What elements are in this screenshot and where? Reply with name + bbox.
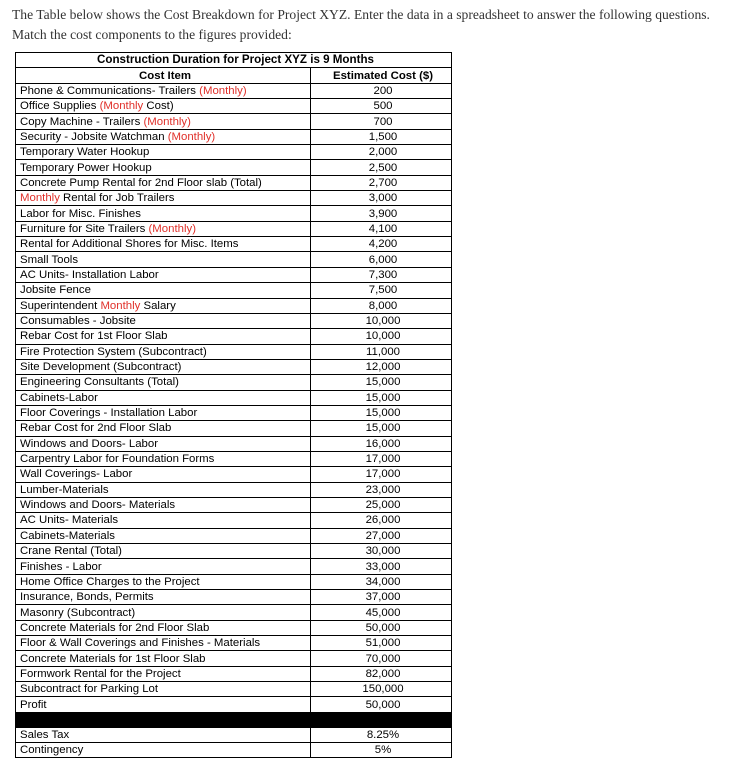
table-row <box>16 313 452 328</box>
table-row <box>16 697 452 712</box>
table-row <box>16 298 452 313</box>
cost-item-cell <box>16 697 311 712</box>
item-text: Rental for Job Trailers <box>59 192 175 205</box>
table-header-row <box>16 68 452 83</box>
item-text: Copy Machine - Trailers <box>20 115 144 128</box>
item-text: Furniture for Site Trailers <box>20 222 149 235</box>
cost-item-cell <box>16 160 311 175</box>
item-text: Concrete Materials for 2nd Floor Slab <box>20 621 210 634</box>
item-text: Engineering Consultants (Total) <box>20 376 179 389</box>
table-title: Construction Duration for Project XYZ is 9 Months <box>16 53 452 68</box>
table-row <box>16 344 452 359</box>
table-row <box>16 682 452 697</box>
item-text: AC Units- Materials <box>20 514 119 527</box>
cost-item-cell <box>16 666 311 681</box>
intro-line-2: Match the cost components to the figures provided: <box>12 27 292 42</box>
extra-label-cell: Contingency <box>16 743 311 758</box>
cost-item-cell <box>16 636 311 651</box>
estimated-cost-cell: 16,000 <box>311 436 452 451</box>
table-row <box>16 421 452 436</box>
cost-item-cell <box>16 620 311 635</box>
item-text: Crane Rental (Total) <box>20 545 122 558</box>
estimated-cost-cell: 17,000 <box>311 467 452 482</box>
estimated-cost-cell: 37,000 <box>311 590 452 605</box>
table-row <box>16 513 452 528</box>
cost-item-cell <box>16 467 311 482</box>
item-text: Wall Coverings- Labor <box>20 468 133 481</box>
intro-text <box>12 5 756 45</box>
separator-cell <box>16 712 452 727</box>
table-row <box>16 651 452 666</box>
estimated-cost-cell: 2,700 <box>311 175 452 190</box>
estimated-cost-cell: 10,000 <box>311 313 452 328</box>
cost-item-cell <box>16 544 311 559</box>
estimated-cost-cell: 34,000 <box>311 574 452 589</box>
table-row <box>16 83 452 98</box>
item-text: Small Tools <box>20 253 79 266</box>
table-extras <box>16 712 452 758</box>
estimated-cost-cell: 7,300 <box>311 267 452 282</box>
header-cost-item: Cost Item <box>16 68 311 83</box>
item-text: Superintendent <box>20 299 101 312</box>
item-text: Phone & Communications- Trailers <box>20 84 200 97</box>
estimated-cost-cell: 15,000 <box>311 405 452 420</box>
extra-value-cell: 5% <box>311 743 452 758</box>
table-title-row <box>16 53 452 68</box>
estimated-cost-cell: 25,000 <box>311 497 452 512</box>
table-row <box>16 252 452 267</box>
item-text: Office Supplies <box>20 100 100 113</box>
item-text: Masonry (Subcontract) <box>20 606 136 619</box>
table-row <box>16 605 452 620</box>
item-text: Home Office Charges to the Project <box>20 575 200 588</box>
estimated-cost-cell: 50,000 <box>311 620 452 635</box>
estimated-cost-cell: 3,900 <box>311 206 452 221</box>
table-row <box>16 375 452 390</box>
estimated-cost-cell: 45,000 <box>311 605 452 620</box>
table-row <box>16 590 452 605</box>
table-row <box>16 666 452 681</box>
item-text: Windows and Doors- Materials <box>20 499 176 512</box>
cost-item-cell <box>16 405 311 420</box>
estimated-cost-cell: 10,000 <box>311 329 452 344</box>
highlight-text: Monthly <box>100 299 141 312</box>
item-text: Site Development (Subcontract) <box>20 361 182 374</box>
table-row <box>16 390 452 405</box>
estimated-cost-cell: 150,000 <box>311 682 452 697</box>
item-text: Insurance, Bonds, Permits <box>20 591 154 604</box>
table-row <box>16 145 452 160</box>
estimated-cost-cell: 50,000 <box>311 697 452 712</box>
table-row <box>16 528 452 543</box>
cost-item-cell <box>16 313 311 328</box>
table-row <box>16 405 452 420</box>
estimated-cost-cell: 82,000 <box>311 666 452 681</box>
item-text: Cost) <box>143 100 174 113</box>
extra-value-cell: 8.25% <box>311 727 452 742</box>
item-text: Subcontract for Parking Lot <box>20 683 159 696</box>
table-row <box>16 237 452 252</box>
cost-item-cell <box>16 344 311 359</box>
table-row <box>16 467 452 482</box>
highlight-text: (Monthly) <box>167 130 216 143</box>
estimated-cost-cell: 4,100 <box>311 221 452 236</box>
table-row <box>16 620 452 635</box>
estimated-cost-cell: 23,000 <box>311 482 452 497</box>
estimated-cost-cell: 8,000 <box>311 298 452 313</box>
highlight-text: (Monthly) <box>148 222 196 235</box>
estimated-cost-cell: 700 <box>311 114 452 129</box>
cost-item-cell <box>16 298 311 313</box>
item-text: Finishes - Labor <box>20 560 102 573</box>
item-text: Concrete Pump Rental for 2nd Floor slab (Total) <box>20 176 262 189</box>
item-text: Concrete Materials for 1st Floor Slab <box>20 652 206 665</box>
item-text: Rebar Cost for 1st Floor Slab <box>20 330 168 343</box>
cost-item-cell <box>16 590 311 605</box>
estimated-cost-cell: 3,000 <box>311 191 452 206</box>
table-row <box>16 482 452 497</box>
cost-item-cell <box>16 114 311 129</box>
table-row <box>16 544 452 559</box>
table-row <box>16 114 452 129</box>
cost-item-cell <box>16 375 311 390</box>
item-text: Consumables - Jobsite <box>20 315 136 328</box>
cost-item-cell <box>16 267 311 282</box>
item-text: Formwork Rental for the Project <box>20 667 181 680</box>
table-row <box>16 191 452 206</box>
table-body <box>16 83 452 712</box>
cost-item-cell <box>16 99 311 114</box>
cost-item-cell <box>16 482 311 497</box>
cost-item-cell <box>16 574 311 589</box>
item-text: Floor & Wall Coverings and Finishes - Materials <box>20 637 261 650</box>
item-text: Cabinets-Materials <box>20 529 115 542</box>
table-row <box>16 99 452 114</box>
cost-item-cell <box>16 221 311 236</box>
cost-item-cell <box>16 83 311 98</box>
item-text: Temporary Power Hookup <box>20 161 152 174</box>
cost-item-cell <box>16 528 311 543</box>
estimated-cost-cell: 15,000 <box>311 375 452 390</box>
table-row <box>16 283 452 298</box>
table-row <box>16 574 452 589</box>
highlight-text: (Monthly) <box>143 115 191 128</box>
cost-item-cell <box>16 497 311 512</box>
estimated-cost-cell: 2,000 <box>311 145 452 160</box>
table-row <box>16 129 452 144</box>
estimated-cost-cell: 15,000 <box>311 421 452 436</box>
item-text: Rental for Additional Shores for Misc. Items <box>20 238 239 251</box>
item-text: Salary <box>140 299 176 312</box>
highlight-text: (Monthly <box>99 100 144 113</box>
cost-item-cell <box>16 145 311 160</box>
estimated-cost-cell: 26,000 <box>311 513 452 528</box>
cost-item-cell <box>16 237 311 252</box>
item-text: Windows and Doors- Labor <box>20 437 159 450</box>
table-row <box>16 743 452 758</box>
cost-item-cell <box>16 513 311 528</box>
table-row <box>16 329 452 344</box>
table-row <box>16 175 452 190</box>
table-row <box>16 359 452 374</box>
item-text: Labor for Misc. Finishes <box>20 207 141 220</box>
table-row <box>16 727 452 742</box>
cost-item-cell <box>16 451 311 466</box>
item-text: Security - Jobsite Watchman <box>20 130 168 143</box>
estimated-cost-cell: 17,000 <box>311 451 452 466</box>
item-text: Floor Coverings - Installation Labor <box>20 407 198 420</box>
item-text: Fire Protection System (Subcontract) <box>20 345 207 358</box>
estimated-cost-cell: 500 <box>311 99 452 114</box>
cost-item-cell <box>16 175 311 190</box>
item-text: Lumber-Materials <box>20 483 109 496</box>
item-text: Temporary Water Hookup <box>20 146 150 159</box>
table-row <box>16 559 452 574</box>
estimated-cost-cell: 11,000 <box>311 344 452 359</box>
estimated-cost-cell: 1,500 <box>311 129 452 144</box>
highlight-text: (Monthly) <box>199 84 247 97</box>
table-row <box>16 451 452 466</box>
cost-item-cell <box>16 436 311 451</box>
header-estimated-cost: Estimated Cost ($) <box>311 68 452 83</box>
estimated-cost-cell: 200 <box>311 83 452 98</box>
table-row <box>16 160 452 175</box>
cost-item-cell <box>16 329 311 344</box>
cost-item-cell <box>16 559 311 574</box>
estimated-cost-cell: 7,500 <box>311 283 452 298</box>
cost-item-cell <box>16 283 311 298</box>
table-row <box>16 497 452 512</box>
table-row <box>16 636 452 651</box>
estimated-cost-cell: 12,000 <box>311 359 452 374</box>
intro-line-1: The Table below shows the Cost Breakdown for Project XYZ. Enter the data in a spreadsheet to answer the following questions. <box>12 7 710 22</box>
cost-item-cell <box>16 359 311 374</box>
cost-breakdown-table <box>15 52 452 758</box>
highlight-text: Monthly <box>20 192 60 205</box>
estimated-cost-cell: 15,000 <box>311 390 452 405</box>
cost-item-cell <box>16 206 311 221</box>
cost-item-cell <box>16 129 311 144</box>
table-row <box>16 267 452 282</box>
item-text: Cabinets-Labor <box>20 391 98 404</box>
table-row <box>16 436 452 451</box>
cost-item-cell <box>16 421 311 436</box>
estimated-cost-cell: 30,000 <box>311 544 452 559</box>
estimated-cost-cell: 27,000 <box>311 528 452 543</box>
estimated-cost-cell: 70,000 <box>311 651 452 666</box>
cost-item-cell <box>16 252 311 267</box>
table-row <box>16 221 452 236</box>
table-row <box>16 206 452 221</box>
cost-item-cell <box>16 651 311 666</box>
cost-item-cell <box>16 390 311 405</box>
cost-item-cell <box>16 605 311 620</box>
estimated-cost-cell: 2,500 <box>311 160 452 175</box>
cost-item-cell <box>16 682 311 697</box>
estimated-cost-cell: 4,200 <box>311 237 452 252</box>
extra-label-cell: Sales Tax <box>16 727 311 742</box>
estimated-cost-cell: 6,000 <box>311 252 452 267</box>
item-text: Jobsite Fence <box>20 284 91 297</box>
item-text: AC Units- Installation Labor <box>20 268 159 281</box>
cost-item-cell <box>16 191 311 206</box>
estimated-cost-cell: 51,000 <box>311 636 452 651</box>
estimated-cost-cell: 33,000 <box>311 559 452 574</box>
item-text: Profit <box>20 698 47 711</box>
item-text: Carpentry Labor for Foundation Forms <box>20 453 215 466</box>
separator-bar <box>16 712 452 727</box>
item-text: Rebar Cost for 2nd Floor Slab <box>20 422 172 435</box>
